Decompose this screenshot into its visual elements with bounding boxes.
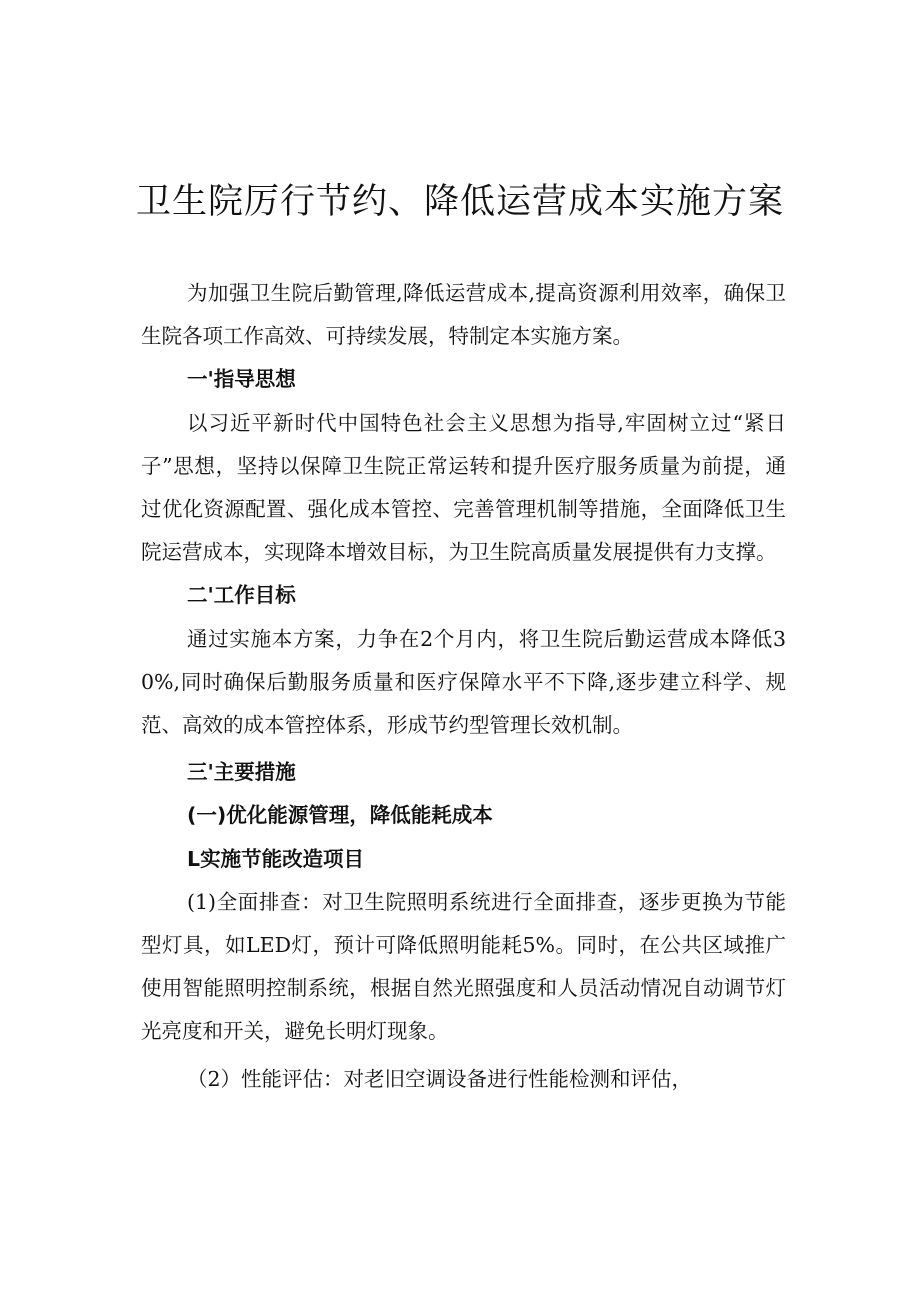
guiding-ideology-paragraph: 以习近平新时代中国特色社会主义思想为指导,牢固树立过“紧日子”思想，坚持以保障卫生院正常运转和提升医疗服务质量为前提，通过优化资源配置、强化成本管控、完善管理机制等措施，全面降低卫生院运营成本，实现降本增效目标，为卫生院高质量发展提供有力支撑。 — [141, 410, 786, 565]
section-heading-guiding-ideology: 一'指导思想 — [187, 367, 296, 392]
subsection-heading-energy-management: (一)优化能源管理，降低能耗成本 — [187, 803, 493, 828]
item-paragraph-lighting-survey: (1)全面排查：对卫生院照明系统进行全面排查，逐步更换为节能型灯具，如LED灯，预计可降低照明能耗5%。同时，在公共区域推广使用智能照明控制系统，根据自然光照强度和人员活动情况自动调节灯光亮度和开关，避免长明灯现象。 — [141, 889, 786, 1044]
intro-paragraph: 为加强卫生院后勤管理,降低运营成本,提高资源利用效率，确保卫生院各项工作高效、可持续发展，特制定本实施方案。 — [141, 281, 786, 349]
section-heading-work-goals: 二'工作目标 — [187, 583, 296, 608]
document-title: 卫生院厉行节约、降低运营成本实施方案 — [135, 182, 784, 222]
item-paragraph-performance-evaluation: （2）性能评估：对老旧空调设备进行性能检测和评估， — [187, 1066, 693, 1091]
document-body — [141, 272, 786, 1101]
item-heading-energy-saving-projects: L实施节能改造项目 — [187, 846, 365, 871]
section-heading-main-measures: 三'主要措施 — [187, 760, 296, 785]
work-goals-paragraph: 通过实施本方案，力争在2个月内，将卫生院后勤运营成本降低30%,同时确保后勤服务质量和医疗保障水平不下降,逐步建立科学、规范、高效的成本管控体系，形成节约型管理长效机制。 — [141, 626, 786, 738]
